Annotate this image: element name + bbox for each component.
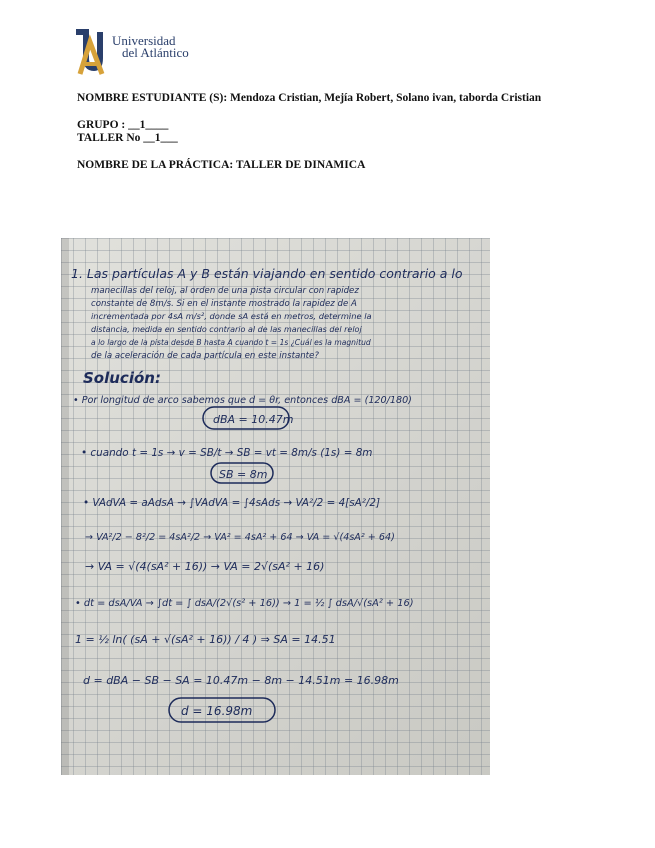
taller-number: TALLER No __1___ [77,132,178,144]
problem-line: a lo largo de la pista desde B hasta A cuando t = 1s ¿Cuál es la magnitud [91,338,371,347]
document-header [77,92,577,172]
solution-step: • VAdVA = aAdsA → ∫VAdVA = ∫4sAds → VA²/2 = 4[sA²/2] [83,497,381,509]
final-answer: d = 16.98m [181,704,253,718]
student-names: NOMBRE ESTUDIANTE (S): Mendoza Cristian, Mejía Robert, Solano ivan, taborda Cristian [77,92,542,104]
solution-step: • Por longitud de arco sabemos que d = θr, entonces dBA = (120/180) [73,395,412,406]
university-logo [74,28,214,78]
solution-result: SB = 8m [219,468,268,481]
solution-step: → VA²/2 − 8²/2 = 4sA²/2 → VA² = 4sA² + 64 → VA = √(4sA² + 64) [85,532,395,543]
problem-line: constante de 8m/s. Si en el instante mostrado la rapidez de A [91,299,357,309]
problem-line: incrementada por 4sA m/s², donde sA está en metros, determine la [91,311,372,321]
logo-wordmark [112,35,189,59]
handwritten-notebook-photo [61,238,490,775]
solution-step: → VA = √(4(sA² + 16)) → VA = 2√(sA² + 16) [85,560,325,573]
problem-line: de la aceleración de cada partícula en este instante? [91,351,319,361]
logo-line-2: del Atlántico [122,45,189,60]
group-number: GRUPO : __1____ [77,119,169,131]
solution-step: d = dBA − SB − SA = 10.47m − 8m − 14.51m = 16.98m [83,674,399,687]
problem-line: distancia, medida en sentido contrario al de las manecillas del reloj [91,325,362,334]
solution-step: • dt = dsA/VA → ∫dt = ∫ dsA/(2√(s² + 16)) → 1 = ½ ∫ dsA/√(sA² + 16) [75,598,414,609]
problem-line: manecillas del reloj, al orden de una pista circular con rapidez [91,286,359,296]
practice-name: NOMBRE DE LA PRÁCTICA: TALLER DE DINAMICA [77,159,366,171]
university-emblem-icon [74,28,106,76]
solution-heading: Solución: [83,369,161,387]
solution-result: dBA = 10.47m [213,413,294,426]
problem-line: 1. Las partículas A y B están viajando en sentido contrario a lo [71,266,463,281]
logo-line-1: Universidad [112,33,176,48]
solution-step: • cuando t = 1s → v = SB/t → SB = vt = 8m/s (1s) = 8m [81,447,373,459]
handwriting-layer [61,238,490,775]
solution-step: 1 = ½ ln( (sA + √(sA² + 16)) / 4 ) ⇒ SA = 14.51 [75,633,336,646]
